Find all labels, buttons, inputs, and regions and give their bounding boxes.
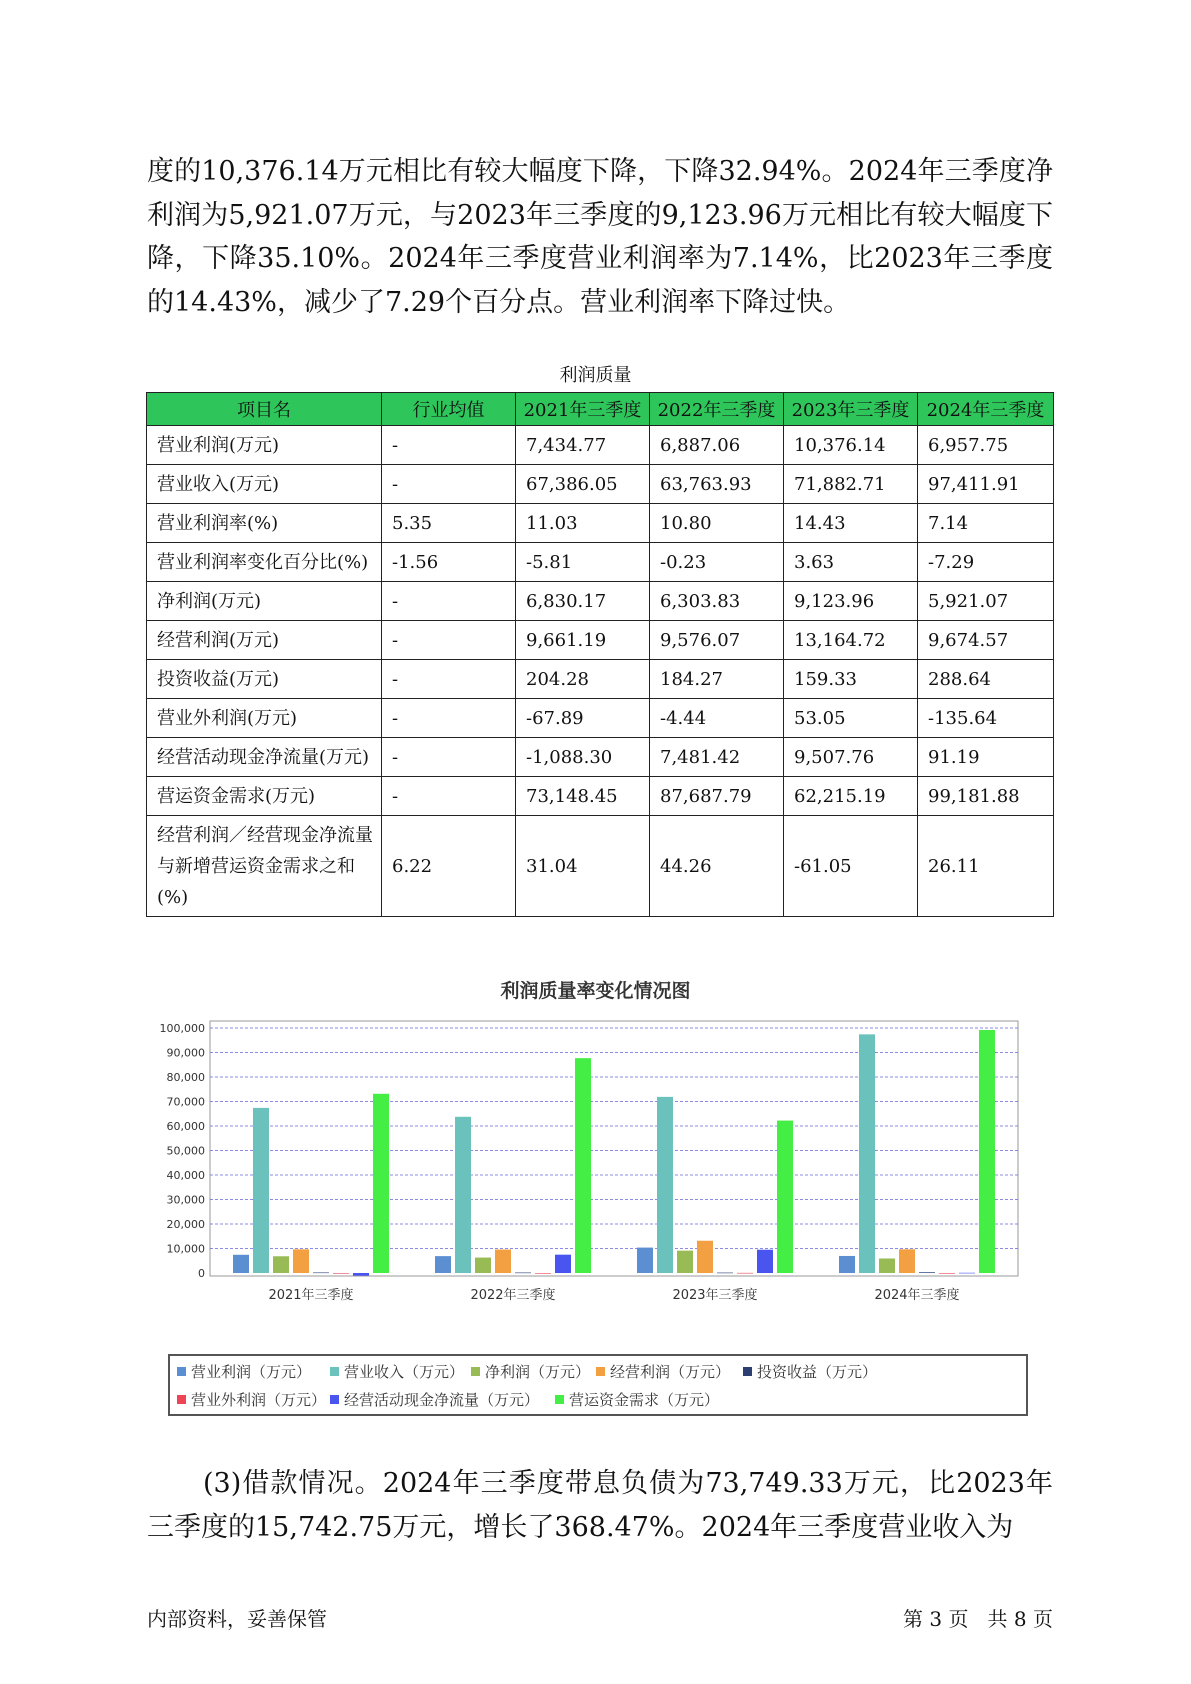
bar xyxy=(839,1256,855,1273)
row-value: - xyxy=(382,465,516,504)
row-value: 11.03 xyxy=(516,504,650,543)
row-value: 14.43 xyxy=(784,504,918,543)
row-value: 10.80 xyxy=(650,504,784,543)
row-value: 7,481.42 xyxy=(650,738,784,777)
legend-item xyxy=(471,1361,590,1382)
row-label: 经营利润(万元) xyxy=(147,621,382,660)
row-value: - xyxy=(382,426,516,465)
y-tick-label: 100,000 xyxy=(159,1022,205,1035)
bar xyxy=(435,1256,451,1273)
row-value: 67,386.05 xyxy=(516,465,650,504)
paragraph-text: 度的10,376.14万元相比有较大幅度下降，下降32.94%。2024年三季度净利润为5,921.07万元，与2023年三季度的9,123.96万元相比有较大幅度下降，下降35.10%。2024年三季度营业利润率为7.14%，比2023年三季度的14.43%，减少了7.29个百分点。营业利润率下降过快。 xyxy=(147,156,1053,318)
bar xyxy=(273,1256,289,1273)
bar xyxy=(495,1250,511,1273)
y-tick-label: 70,000 xyxy=(166,1095,205,1109)
row-value: 5,921.07 xyxy=(918,582,1054,621)
row-value: 13,164.72 xyxy=(784,621,918,660)
bar xyxy=(939,1273,955,1274)
row-value: -7.29 xyxy=(918,543,1054,582)
x-tick-label: 2024年三季度 xyxy=(874,1288,960,1303)
legend-item xyxy=(330,1361,464,1382)
row-label: 营业外利润(万元) xyxy=(147,699,382,738)
bar xyxy=(373,1094,389,1273)
bar xyxy=(293,1249,309,1273)
bar xyxy=(757,1250,773,1273)
legend-item xyxy=(555,1389,719,1410)
legend-label: 净利润（万元） xyxy=(485,1363,591,1381)
row-value: 97,411.91 xyxy=(918,465,1054,504)
row-value: 184.27 xyxy=(650,660,784,699)
bar xyxy=(899,1249,915,1273)
legend-label: 营业外利润（万元） xyxy=(191,1391,327,1409)
bar xyxy=(879,1258,895,1273)
legend-swatch xyxy=(177,1367,186,1376)
row-value: 63,763.93 xyxy=(650,465,784,504)
bar xyxy=(979,1030,995,1273)
row-value: 26.11 xyxy=(918,816,1054,917)
table-row xyxy=(147,660,1054,699)
row-value: 159.33 xyxy=(784,660,918,699)
legend-item xyxy=(743,1361,877,1382)
row-label: 投资收益(万元) xyxy=(147,660,382,699)
row-value: - xyxy=(382,777,516,816)
row-label: 营业收入(万元) xyxy=(147,465,382,504)
y-tick-label: 90,000 xyxy=(166,1046,205,1060)
x-tick-label: 2022年三季度 xyxy=(470,1288,556,1303)
y-tick-label: 40,000 xyxy=(166,1169,205,1182)
row-label: 经营利润／经营现金净流量与新增营运资金需求之和(%) xyxy=(147,816,382,917)
legend-swatch xyxy=(177,1395,186,1404)
x-tick-label: 2021年三季度 xyxy=(268,1288,354,1303)
row-value: - xyxy=(382,699,516,738)
row-value: 9,674.57 xyxy=(918,621,1054,660)
row-value: -4.44 xyxy=(650,699,784,738)
row-value: - xyxy=(382,582,516,621)
legend-swatch xyxy=(330,1395,339,1404)
table-row xyxy=(147,504,1054,543)
row-value: 31.04 xyxy=(516,816,650,917)
row-value: -67.89 xyxy=(516,699,650,738)
bar xyxy=(575,1058,591,1273)
row-value: -1,088.30 xyxy=(516,738,650,777)
row-value: - xyxy=(382,738,516,777)
row-label: 经营活动现金净流量(万元) xyxy=(147,738,382,777)
row-value: 9,507.76 xyxy=(784,738,918,777)
y-tick-label: 20,000 xyxy=(166,1218,205,1231)
bar xyxy=(657,1097,673,1273)
row-value: 6,957.75 xyxy=(918,426,1054,465)
legend-label: 营业利润（万元） xyxy=(191,1363,312,1381)
row-label: 营业利润率(%) xyxy=(147,504,382,543)
bar xyxy=(859,1034,875,1273)
table-row xyxy=(147,543,1054,582)
table-row xyxy=(147,621,1054,660)
legend-label: 投资收益（万元） xyxy=(757,1363,878,1381)
row-value: 10,376.14 xyxy=(784,426,918,465)
bar xyxy=(677,1251,693,1273)
row-value: 44.26 xyxy=(650,816,784,917)
header-item-name: 项目名 xyxy=(147,393,382,426)
row-value: 91.19 xyxy=(918,738,1054,777)
footer-page-number: 第 3 页 共 8 页 xyxy=(903,1607,1053,1631)
row-value: - xyxy=(382,660,516,699)
row-value: 9,661.19 xyxy=(516,621,650,660)
row-value: 87,687.79 xyxy=(650,777,784,816)
bar xyxy=(353,1273,369,1276)
bar xyxy=(959,1273,975,1274)
legend-label: 经营活动现金净流量（万元） xyxy=(344,1391,540,1409)
paragraph-borrowing: (3)借款情况。2024年三季度带息负债为73,749.33万元，比2023年三季度的15,742.75万元，增长了368.47%。2024年三季度营业收入为 xyxy=(147,1468,1053,1543)
legend-swatch xyxy=(471,1367,480,1376)
bar xyxy=(313,1272,329,1273)
y-tick-label: 30,000 xyxy=(166,1193,205,1207)
table-row xyxy=(147,816,1054,917)
row-value: 7.14 xyxy=(918,504,1054,543)
row-value: 9,576.07 xyxy=(650,621,784,660)
header-2021q3: 2021年三季度 xyxy=(516,393,650,426)
legend-label: 营业收入（万元） xyxy=(344,1363,465,1381)
bar xyxy=(697,1241,713,1273)
bar xyxy=(919,1272,935,1273)
bar xyxy=(515,1273,531,1274)
row-value: -135.64 xyxy=(918,699,1054,738)
y-tick-label: 60,000 xyxy=(166,1120,205,1133)
row-label: 营业利润率变化百分比(%) xyxy=(147,543,382,582)
row-label: 营运资金需求(万元) xyxy=(147,777,382,816)
row-value: 62,215.19 xyxy=(784,777,918,816)
row-value: -5.81 xyxy=(516,543,650,582)
bar xyxy=(455,1117,471,1273)
row-value: 288.64 xyxy=(918,660,1054,699)
table-caption: 利润质量 xyxy=(559,365,632,386)
bar xyxy=(535,1273,551,1274)
legend-label: 营运资金需求（万元） xyxy=(569,1391,720,1409)
row-value: -61.05 xyxy=(784,816,918,917)
row-value: 73,148.45 xyxy=(516,777,650,816)
row-value: 6.22 xyxy=(382,816,516,917)
legend-swatch xyxy=(596,1367,605,1376)
row-value: 3.63 xyxy=(784,543,918,582)
header-2023q3: 2023年三季度 xyxy=(784,393,918,426)
row-value: 7,434.77 xyxy=(516,426,650,465)
row-value: 6,830.17 xyxy=(516,582,650,621)
table-row xyxy=(147,582,1054,621)
profit-quality-chart xyxy=(159,1018,1028,1348)
y-tick-label: 10,000 xyxy=(166,1242,205,1256)
row-value: 5.35 xyxy=(382,504,516,543)
row-value: 99,181.88 xyxy=(918,777,1054,816)
row-value: -0.23 xyxy=(650,543,784,582)
row-value: 6,887.06 xyxy=(650,426,784,465)
row-value: 9,123.96 xyxy=(784,582,918,621)
bar xyxy=(253,1108,269,1273)
plot-frame xyxy=(210,1021,1018,1276)
table-row xyxy=(147,426,1054,465)
row-label: 净利润(万元) xyxy=(147,582,382,621)
row-label: 营业利润(万元) xyxy=(147,426,382,465)
header-2022q3: 2022年三季度 xyxy=(650,393,784,426)
row-value: 204.28 xyxy=(516,660,650,699)
row-value: 6,303.83 xyxy=(650,582,784,621)
legend-item xyxy=(596,1361,730,1382)
table-row xyxy=(147,777,1054,816)
row-value: - xyxy=(382,621,516,660)
table-header-row xyxy=(147,393,1054,426)
table-row xyxy=(147,699,1054,738)
paragraph-profit-summary xyxy=(147,150,1053,324)
bar xyxy=(777,1121,793,1273)
y-tick-label: 80,000 xyxy=(166,1071,205,1084)
chart-legend xyxy=(168,1354,1028,1416)
chart-title: 利润质量率变化情况图 xyxy=(500,980,691,1002)
legend-swatch xyxy=(555,1395,564,1404)
profit-quality-table xyxy=(146,392,1054,917)
legend-item xyxy=(177,1389,326,1410)
legend-swatch xyxy=(743,1367,752,1376)
bar xyxy=(637,1248,653,1273)
table-row xyxy=(147,465,1054,504)
row-value: 53.05 xyxy=(784,699,918,738)
legend-item xyxy=(330,1389,539,1410)
row-value: -1.56 xyxy=(382,543,516,582)
legend-swatch xyxy=(330,1367,339,1376)
bar xyxy=(737,1273,753,1274)
bar xyxy=(475,1258,491,1273)
row-value: 71,882.71 xyxy=(784,465,918,504)
bar xyxy=(717,1273,733,1274)
bar xyxy=(233,1255,249,1273)
bar xyxy=(333,1273,349,1274)
y-tick-label: 0 xyxy=(198,1267,205,1280)
x-tick-label: 2023年三季度 xyxy=(672,1288,758,1303)
header-industry-avg: 行业均值 xyxy=(382,393,516,426)
legend-item xyxy=(177,1361,311,1382)
legend-label: 经营利润（万元） xyxy=(610,1363,731,1381)
footer-confidential: 内部资料，妥善保管 xyxy=(147,1607,327,1631)
y-tick-label: 50,000 xyxy=(166,1144,205,1158)
bar xyxy=(555,1255,571,1273)
header-2024q3: 2024年三季度 xyxy=(918,393,1054,426)
table-row xyxy=(147,738,1054,777)
